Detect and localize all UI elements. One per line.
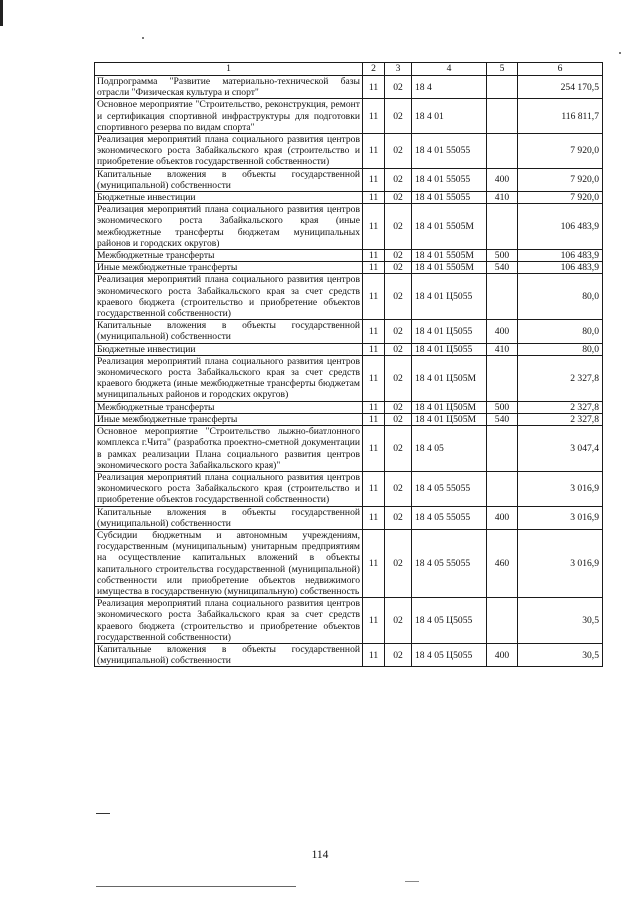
code-cell-c3: 02 <box>385 529 412 597</box>
table-row <box>95 426 603 472</box>
code-cell-c5 <box>487 99 518 134</box>
code-cell-c6: 30,5 <box>518 643 603 666</box>
code-cell-c3: 02 <box>385 168 412 191</box>
code-cell-c3: 02 <box>385 320 412 343</box>
code-cell-c4: 18 4 01 55055 <box>412 192 487 204</box>
item-name-cell: Реализация мероприятий плана социального развития центров экономического роста Забайкальского края за счет средств краевого бюджета (строительство и приобретение объектов государственной собственности) <box>95 274 363 320</box>
item-name-cell: Иные межбюджетные трансферты <box>95 262 363 274</box>
item-name-cell: Реализация мероприятий плана социального развития центров экономического роста Забайкальского края (строительство и приобретение объектов государственной собственности) <box>95 134 363 169</box>
item-name-cell: Бюджетные инвестиции <box>95 343 363 355</box>
footer-mark <box>405 881 419 882</box>
code-cell-c5: 410 <box>487 192 518 204</box>
code-cell-c3: 02 <box>385 426 412 472</box>
item-name-cell: Капитальные вложения в объекты государственной (муниципальной) собственности <box>95 506 363 529</box>
table-row <box>95 413 603 425</box>
code-cell-c2: 11 <box>363 168 385 191</box>
code-cell-c5 <box>487 274 518 320</box>
table-header-row <box>95 63 603 76</box>
code-cell-c5: 410 <box>487 343 518 355</box>
code-cell-c6: 2 327,8 <box>518 401 603 413</box>
code-cell-c3: 02 <box>385 99 412 134</box>
table-row <box>95 262 603 274</box>
item-name-cell: Капитальные вложения в объекты государственной (муниципальной) собственности <box>95 168 363 191</box>
item-name-cell: Субсидии бюджетным и автономным учреждениям, государственным (муниципальным) унитарным предприятиям на осуществление капитальных вложений в объекты капитального строительства государственной (муниципальной) собственности или приобретение объектов недвижимого имущества в государственную (муниципальную) собственность <box>95 529 363 597</box>
code-cell-c4: 18 4 01 Ц5055 <box>412 343 487 355</box>
code-cell-c5 <box>487 76 518 99</box>
table-row <box>95 99 603 134</box>
code-cell-c2: 11 <box>363 250 385 262</box>
code-cell-c5 <box>487 204 518 250</box>
header-cell: 4 <box>412 63 487 76</box>
code-cell-c4: 18 4 05 55055 <box>412 471 487 506</box>
code-cell-c2: 11 <box>363 99 385 134</box>
code-cell-c4: 18 4 01 Ц505М <box>412 355 487 401</box>
code-cell-c5 <box>487 134 518 169</box>
code-cell-c5: 540 <box>487 413 518 425</box>
table-row <box>95 343 603 355</box>
header-cell: 1 <box>95 63 363 76</box>
code-cell-c5: 400 <box>487 168 518 191</box>
code-cell-c6: 106 483,9 <box>518 204 603 250</box>
code-cell-c5: 500 <box>487 401 518 413</box>
code-cell-c2: 11 <box>363 471 385 506</box>
header-cell: 3 <box>385 63 412 76</box>
table-row <box>95 168 603 191</box>
item-name-cell: Иные межбюджетные трансферты <box>95 413 363 425</box>
code-cell-c6: 2 327,8 <box>518 413 603 425</box>
scan-speck <box>619 52 621 54</box>
code-cell-c5: 400 <box>487 320 518 343</box>
code-cell-c6: 7 920,0 <box>518 192 603 204</box>
code-cell-c4: 18 4 01 Ц5055 <box>412 274 487 320</box>
budget-table <box>94 62 603 667</box>
code-cell-c4: 18 4 01 5505М <box>412 250 487 262</box>
item-name-cell: Бюджетные инвестиции <box>95 192 363 204</box>
code-cell-c2: 11 <box>363 643 385 666</box>
code-cell-c3: 02 <box>385 643 412 666</box>
item-name-cell: Реализация мероприятий плана социального развития центров экономического роста Забайкальского края за счет средств краевого бюджета (строительство и приобретение объектов государственной собственности) <box>95 598 363 644</box>
page-number: 114 <box>311 849 329 861</box>
table-row <box>95 76 603 99</box>
footer-rule <box>96 886 296 887</box>
code-cell-c2: 11 <box>363 529 385 597</box>
item-name-cell: Межбюджетные трансферты <box>95 401 363 413</box>
code-cell-c2: 11 <box>363 204 385 250</box>
code-cell-c5: 400 <box>487 643 518 666</box>
code-cell-c2: 11 <box>363 134 385 169</box>
table-row <box>95 355 603 401</box>
code-cell-c3: 02 <box>385 413 412 425</box>
continuation-mark <box>96 813 110 814</box>
code-cell-c2: 11 <box>363 598 385 644</box>
table-row <box>95 598 603 644</box>
table-row <box>95 274 603 320</box>
code-cell-c6: 3 016,9 <box>518 506 603 529</box>
code-cell-c5 <box>487 598 518 644</box>
code-cell-c4: 18 4 01 <box>412 99 487 134</box>
code-cell-c4: 18 4 05 55055 <box>412 529 487 597</box>
code-cell-c5: 460 <box>487 529 518 597</box>
code-cell-c2: 11 <box>363 274 385 320</box>
code-cell-c3: 02 <box>385 506 412 529</box>
code-cell-c2: 11 <box>363 192 385 204</box>
table-row <box>95 204 603 250</box>
header-cell: 6 <box>518 63 603 76</box>
code-cell-c4: 18 4 05 <box>412 426 487 472</box>
code-cell-c6: 30,5 <box>518 598 603 644</box>
table-row <box>95 320 603 343</box>
code-cell-c4: 18 4 <box>412 76 487 99</box>
code-cell-c2: 11 <box>363 413 385 425</box>
code-cell-c3: 02 <box>385 598 412 644</box>
code-cell-c2: 11 <box>363 426 385 472</box>
code-cell-c3: 02 <box>385 76 412 99</box>
code-cell-c6: 7 920,0 <box>518 134 603 169</box>
scan-speck <box>142 37 144 39</box>
code-cell-c3: 02 <box>385 204 412 250</box>
code-cell-c6: 80,0 <box>518 343 603 355</box>
code-cell-c5: 500 <box>487 250 518 262</box>
code-cell-c4: 18 4 01 Ц505М <box>412 401 487 413</box>
code-cell-c2: 11 <box>363 320 385 343</box>
item-name-cell: Капитальные вложения в объекты государственной (муниципальной) собственности <box>95 320 363 343</box>
code-cell-c3: 02 <box>385 401 412 413</box>
item-name-cell: Основное мероприятие "Строительство лыжно-биатлонного комплекса г.Чита" (разработка проектно-сметной документации в рамках реализации Плана социального развития центров экономического роста Забайкальского края)" <box>95 426 363 472</box>
table-row <box>95 643 603 666</box>
table-row <box>95 134 603 169</box>
code-cell-c6: 80,0 <box>518 274 603 320</box>
code-cell-c2: 11 <box>363 343 385 355</box>
code-cell-c3: 02 <box>385 262 412 274</box>
table-row <box>95 506 603 529</box>
code-cell-c2: 11 <box>363 401 385 413</box>
code-cell-c2: 11 <box>363 76 385 99</box>
item-name-cell: Основное мероприятие "Строительство, реконструкция, ремонт и сертификация спортивной инфраструктуры для подготовки спортивного резерва по видам спорта" <box>95 99 363 134</box>
code-cell-c3: 02 <box>385 274 412 320</box>
code-cell-c2: 11 <box>363 506 385 529</box>
code-cell-c2: 11 <box>363 262 385 274</box>
code-cell-c3: 02 <box>385 250 412 262</box>
item-name-cell: Реализация мероприятий плана социального развития центров экономического роста Забайкальского края за счет средств краевого бюджета (иные межбюджетные трансферты бюджетам муниципальных районов и городских округов) <box>95 355 363 401</box>
code-cell-c4: 18 4 01 5505М <box>412 262 487 274</box>
code-cell-c4: 18 4 01 55055 <box>412 134 487 169</box>
code-cell-c4: 18 4 01 Ц505М <box>412 413 487 425</box>
table-row <box>95 529 603 597</box>
code-cell-c4: 18 4 01 5505М <box>412 204 487 250</box>
code-cell-c6: 3 016,9 <box>518 529 603 597</box>
code-cell-c6: 7 920,0 <box>518 168 603 191</box>
code-cell-c5: 400 <box>487 506 518 529</box>
code-cell-c6: 106 483,9 <box>518 250 603 262</box>
table-row <box>95 471 603 506</box>
item-name-cell: Реализация мероприятий плана социального развития центров экономического роста Забайкальского края (иные межбюджетные трансферты бюджетам муниципальных районов и городских округов) <box>95 204 363 250</box>
code-cell-c5: 540 <box>487 262 518 274</box>
code-cell-c2: 11 <box>363 355 385 401</box>
code-cell-c6: 3 016,9 <box>518 471 603 506</box>
code-cell-c5 <box>487 426 518 472</box>
code-cell-c4: 18 4 05 Ц5055 <box>412 598 487 644</box>
code-cell-c3: 02 <box>385 134 412 169</box>
code-cell-c3: 02 <box>385 471 412 506</box>
code-cell-c5 <box>487 355 518 401</box>
code-cell-c4: 18 4 05 Ц5055 <box>412 643 487 666</box>
header-cell: 2 <box>363 63 385 76</box>
code-cell-c3: 02 <box>385 192 412 204</box>
table-row <box>95 401 603 413</box>
item-name-cell: Реализация мероприятий плана социального развития центров экономического роста Забайкальского края (строительство и приобретение объектов государственной собственности) <box>95 471 363 506</box>
code-cell-c6: 116 811,7 <box>518 99 603 134</box>
code-cell-c3: 02 <box>385 343 412 355</box>
code-cell-c5 <box>487 471 518 506</box>
table-row <box>95 250 603 262</box>
item-name-cell: Подпрограмма "Развитие материально-технической базы отрасли "Физическая культура и спорт" <box>95 76 363 99</box>
code-cell-c6: 106 483,9 <box>518 262 603 274</box>
item-name-cell: Межбюджетные трансферты <box>95 250 363 262</box>
code-cell-c4: 18 4 01 55055 <box>412 168 487 191</box>
code-cell-c3: 02 <box>385 355 412 401</box>
code-cell-c6: 80,0 <box>518 320 603 343</box>
code-cell-c4: 18 4 01 Ц5055 <box>412 320 487 343</box>
code-cell-c4: 18 4 05 55055 <box>412 506 487 529</box>
scan-edge-mark <box>0 0 3 26</box>
code-cell-c6: 2 327,8 <box>518 355 603 401</box>
table-row <box>95 192 603 204</box>
code-cell-c6: 3 047,4 <box>518 426 603 472</box>
header-cell: 5 <box>487 63 518 76</box>
code-cell-c6: 254 170,5 <box>518 76 603 99</box>
item-name-cell: Капитальные вложения в объекты государственной (муниципальной) собственности <box>95 643 363 666</box>
